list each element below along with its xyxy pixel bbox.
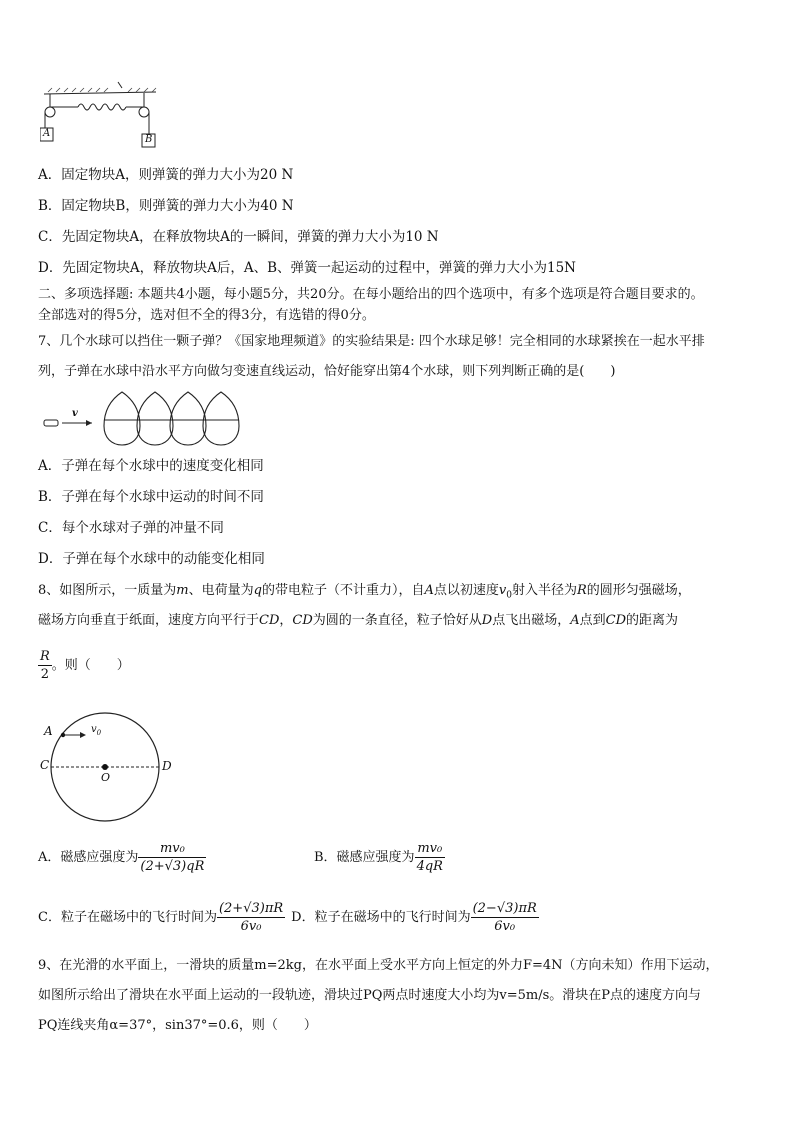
q8-option-a-text: A．磁感应强度为 [38, 850, 139, 865]
q8-option-a-fraction [138, 840, 206, 875]
q8-l2-e: 点到 [579, 613, 606, 628]
q8-l2-f: 的距离为 [626, 613, 679, 628]
q8-l2-d: 点飞出磁场， [492, 613, 571, 628]
q7-line1: 7、几个水球可以挡住一颗子弹？《国家地理频道》的实验结果是: 四个水球足够！完全相同的水球紧挨在一起水平排 [38, 334, 705, 349]
q8-option-c-fraction [217, 900, 285, 935]
q8-var-m: m [176, 583, 189, 598]
q8-option-c [38, 900, 539, 936]
q8-var-a: A [424, 583, 434, 598]
q8-frac-num: R [40, 649, 50, 664]
q7-option-d: D．子弹在每个水球中的动能变化相同 [38, 551, 265, 567]
bullet-velocity-label: v [72, 408, 78, 419]
magnetic-field-circle-figure [36, 706, 186, 846]
q6-option-c: C．先固定物块A，在释放物块A的一瞬间，弹簧的弹力大小为10 N [38, 229, 439, 245]
q8-option-b-den: 4qR [416, 859, 443, 874]
q7-option-c: C．每个水球对子弹的冲量不同 [38, 520, 224, 536]
q8-option-b-fraction [415, 840, 445, 875]
q8-var-q: q [253, 583, 262, 598]
q8-var-d: D [481, 613, 493, 628]
block-b-label: B [145, 134, 153, 145]
q9-line3: PQ连线夹角α=37°，sin37°=0.6，则（ ） [38, 1018, 317, 1033]
q8-var-cd3: CD [605, 613, 627, 628]
q8-var-cd1: CD [259, 613, 280, 628]
section2-line1: 二、多项选择题: 本题共4小题，每小题5分，共20分。在每小题给出的四个选项中，有多个选项是符合题目要求的。 [38, 287, 704, 302]
q8-text-6: 的圆形匀强磁场， [586, 583, 691, 598]
q6-option-b: B．固定物块B，则弹簧的弹力大小为40 N [38, 198, 294, 214]
q8-var-a2: A [570, 613, 580, 628]
q8-line1 [38, 582, 691, 605]
q8-option-c-num: (2+√3)πR [218, 901, 284, 916]
q8-option-d-text: D．粒子在磁场中的飞行时间为 [291, 910, 471, 925]
point-c-label: C [40, 758, 50, 772]
q8-option-c-text: C．粒子在磁场中的飞行时间为 [38, 910, 217, 925]
q8-frac-den: 2 [40, 667, 50, 682]
water-balls-figure [40, 386, 250, 446]
spring-pulley-figure [40, 78, 170, 150]
velocity-v0-label [91, 724, 101, 737]
velocity-v0-sub: 0 [96, 729, 102, 737]
q8-line3 [38, 648, 130, 683]
q8-option-d-den: 6v₀ [494, 919, 516, 934]
q8-l3-text: 。则（ ） [51, 658, 130, 673]
q6-option-d: D．先固定物块A，释放物块A后，A、B、弹簧一起运动的过程中，弹簧的弹力大小为15N [38, 260, 576, 276]
q8-l2-b: ， [279, 613, 293, 628]
q8-option-b [314, 840, 445, 876]
q8-option-a [38, 840, 206, 876]
q8-option-a-den: (2+√3)qR [140, 859, 205, 874]
q8-option-d-fraction [471, 900, 539, 935]
q8-option-d-num: (2−√3)πR [472, 901, 537, 916]
point-d-label: D [162, 759, 172, 773]
q8-var-r: R [576, 583, 587, 598]
point-a-label: A [44, 724, 53, 738]
velocity-v0-letter: v [91, 724, 97, 735]
q8-var-cd2: CD [292, 613, 313, 628]
q8-var-v0: v [498, 583, 507, 598]
q8-option-c-den: 6v₀ [240, 919, 262, 934]
q8-text-2: 、电荷量为 [188, 583, 254, 598]
q8-option-b-text: B．磁感应强度为 [314, 850, 415, 865]
q6-option-a: A．固定物块A，则弹簧的弹力大小为20 N [38, 167, 294, 183]
q8-text-4: 点以初速度 [433, 583, 499, 598]
q8-option-a-num: mv₀ [138, 840, 206, 858]
q7-option-a: A．子弹在每个水球中的速度变化相同 [38, 458, 264, 474]
q8-line2 [38, 612, 678, 630]
q8-l2-c: 为圆的一条直径，粒子恰好从 [312, 613, 482, 628]
q8-text-1: 8、如图所示，一质量为 [38, 583, 177, 598]
point-o-label: O [101, 771, 111, 784]
section2-line2: 全部选对的得5分，选对但不全的得3分，有选错的得0分。 [38, 308, 375, 323]
q8-text-3: 的带电粒子（不计重力），自 [261, 583, 425, 598]
q8-text-5: 射入半径为 [511, 583, 577, 598]
q8-var-v0-sub: 0 [506, 590, 512, 601]
q9-line1: 9、在光滑的水平面上，一滑块的质量m=2kg，在水平面上受水平方向上恒定的外力F=4N（方向未知）作用下运动， [38, 958, 719, 973]
q8-option-b-num: mv₀ [415, 840, 445, 858]
q8-fraction-r-over-2 [38, 648, 52, 683]
q9-line2: 如图所示给出了滑块在水平面上运动的一段轨迹，滑块过PQ两点时速度大小均为v=5m/s。滑块在P点的速度方向与 [38, 988, 702, 1003]
q7-option-b: B．子弹在每个水球中运动的时间不同 [38, 489, 264, 505]
q7-line2: 列，子弹在水球中沿水平方向做匀变速直线运动，恰好能穿出第4个水球，则下列判断正确的是( ) [38, 364, 616, 379]
block-a-label: A [43, 128, 51, 139]
q8-l2-a: 磁场方向垂直于纸面，速度方向平行于 [38, 613, 260, 628]
